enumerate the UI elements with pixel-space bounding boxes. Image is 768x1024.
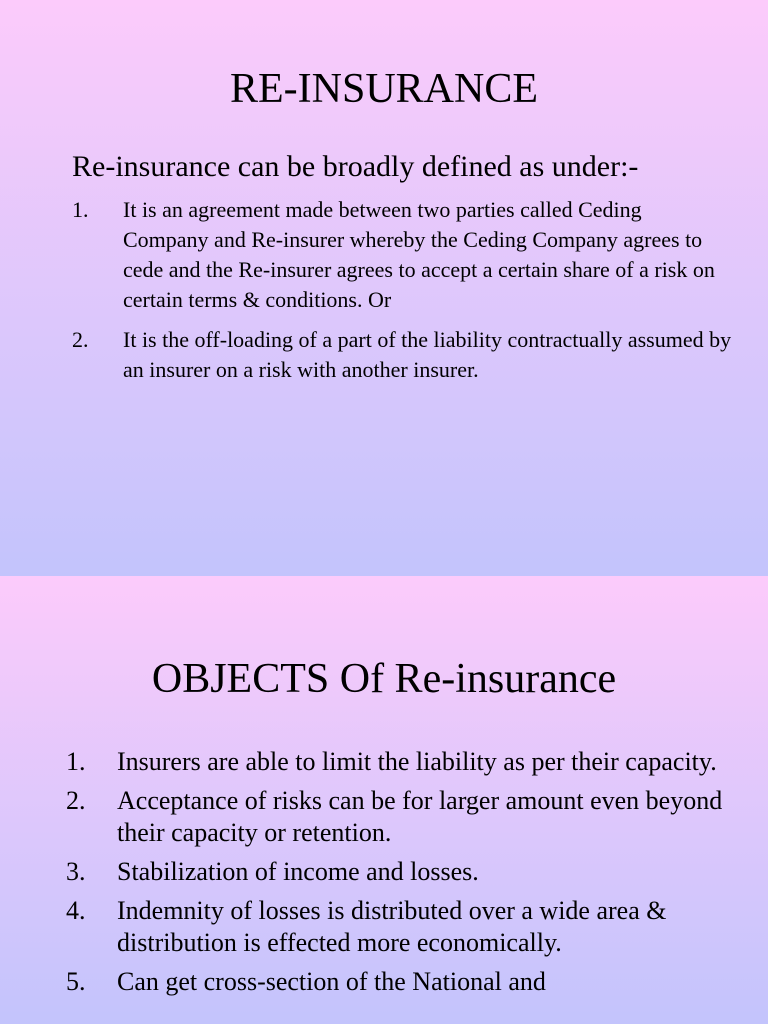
- list-text: It is the off-loading of a part of the liability contractually assumed by an insurer on a risk with another insurer.: [123, 327, 732, 382]
- slide-objects: [0, 576, 768, 1024]
- slide-subtitle: Re-insurance can be broadly defined as under:-: [72, 150, 639, 183]
- objects-list: [66, 746, 746, 1005]
- list-number: 1.: [66, 747, 86, 776]
- list-text: It is an agreement made between two parties called Ceding Company and Re-insurer whereby the Ceding Company agrees to cede and the Re-insurer agrees to accept a certain share of a risk on certain terms & conditions. Or: [123, 197, 715, 312]
- list-text: Stabilization of income and losses.: [117, 857, 479, 886]
- list-number: 2.: [72, 327, 89, 352]
- list-number: 1.: [72, 197, 89, 222]
- list-number: 5.: [66, 967, 86, 996]
- slide-title: RE-INSURANCE: [229, 66, 538, 112]
- list-text: Insurers are able to limit the liability as per their capacity.: [117, 747, 717, 776]
- list-item: [72, 195, 732, 315]
- list-item: [66, 966, 746, 998]
- list-item: [66, 785, 746, 849]
- list-text: Acceptance of risks can be for larger amount even beyond their capacity or retention.: [117, 786, 723, 847]
- definition-list: [72, 195, 732, 395]
- list-number: 2.: [66, 786, 86, 815]
- list-item: [66, 746, 746, 778]
- list-number: 3.: [66, 857, 86, 886]
- list-item: [72, 325, 732, 385]
- list-item: [66, 895, 746, 959]
- slide-title: OBJECTS Of Re-insurance: [151, 656, 617, 702]
- list-number: 4.: [66, 896, 86, 925]
- list-item: [66, 856, 746, 888]
- list-text: Indemnity of losses is distributed over a wide area & distribution is effected more economically.: [117, 896, 667, 957]
- list-text: Can get cross-section of the National and: [117, 967, 546, 996]
